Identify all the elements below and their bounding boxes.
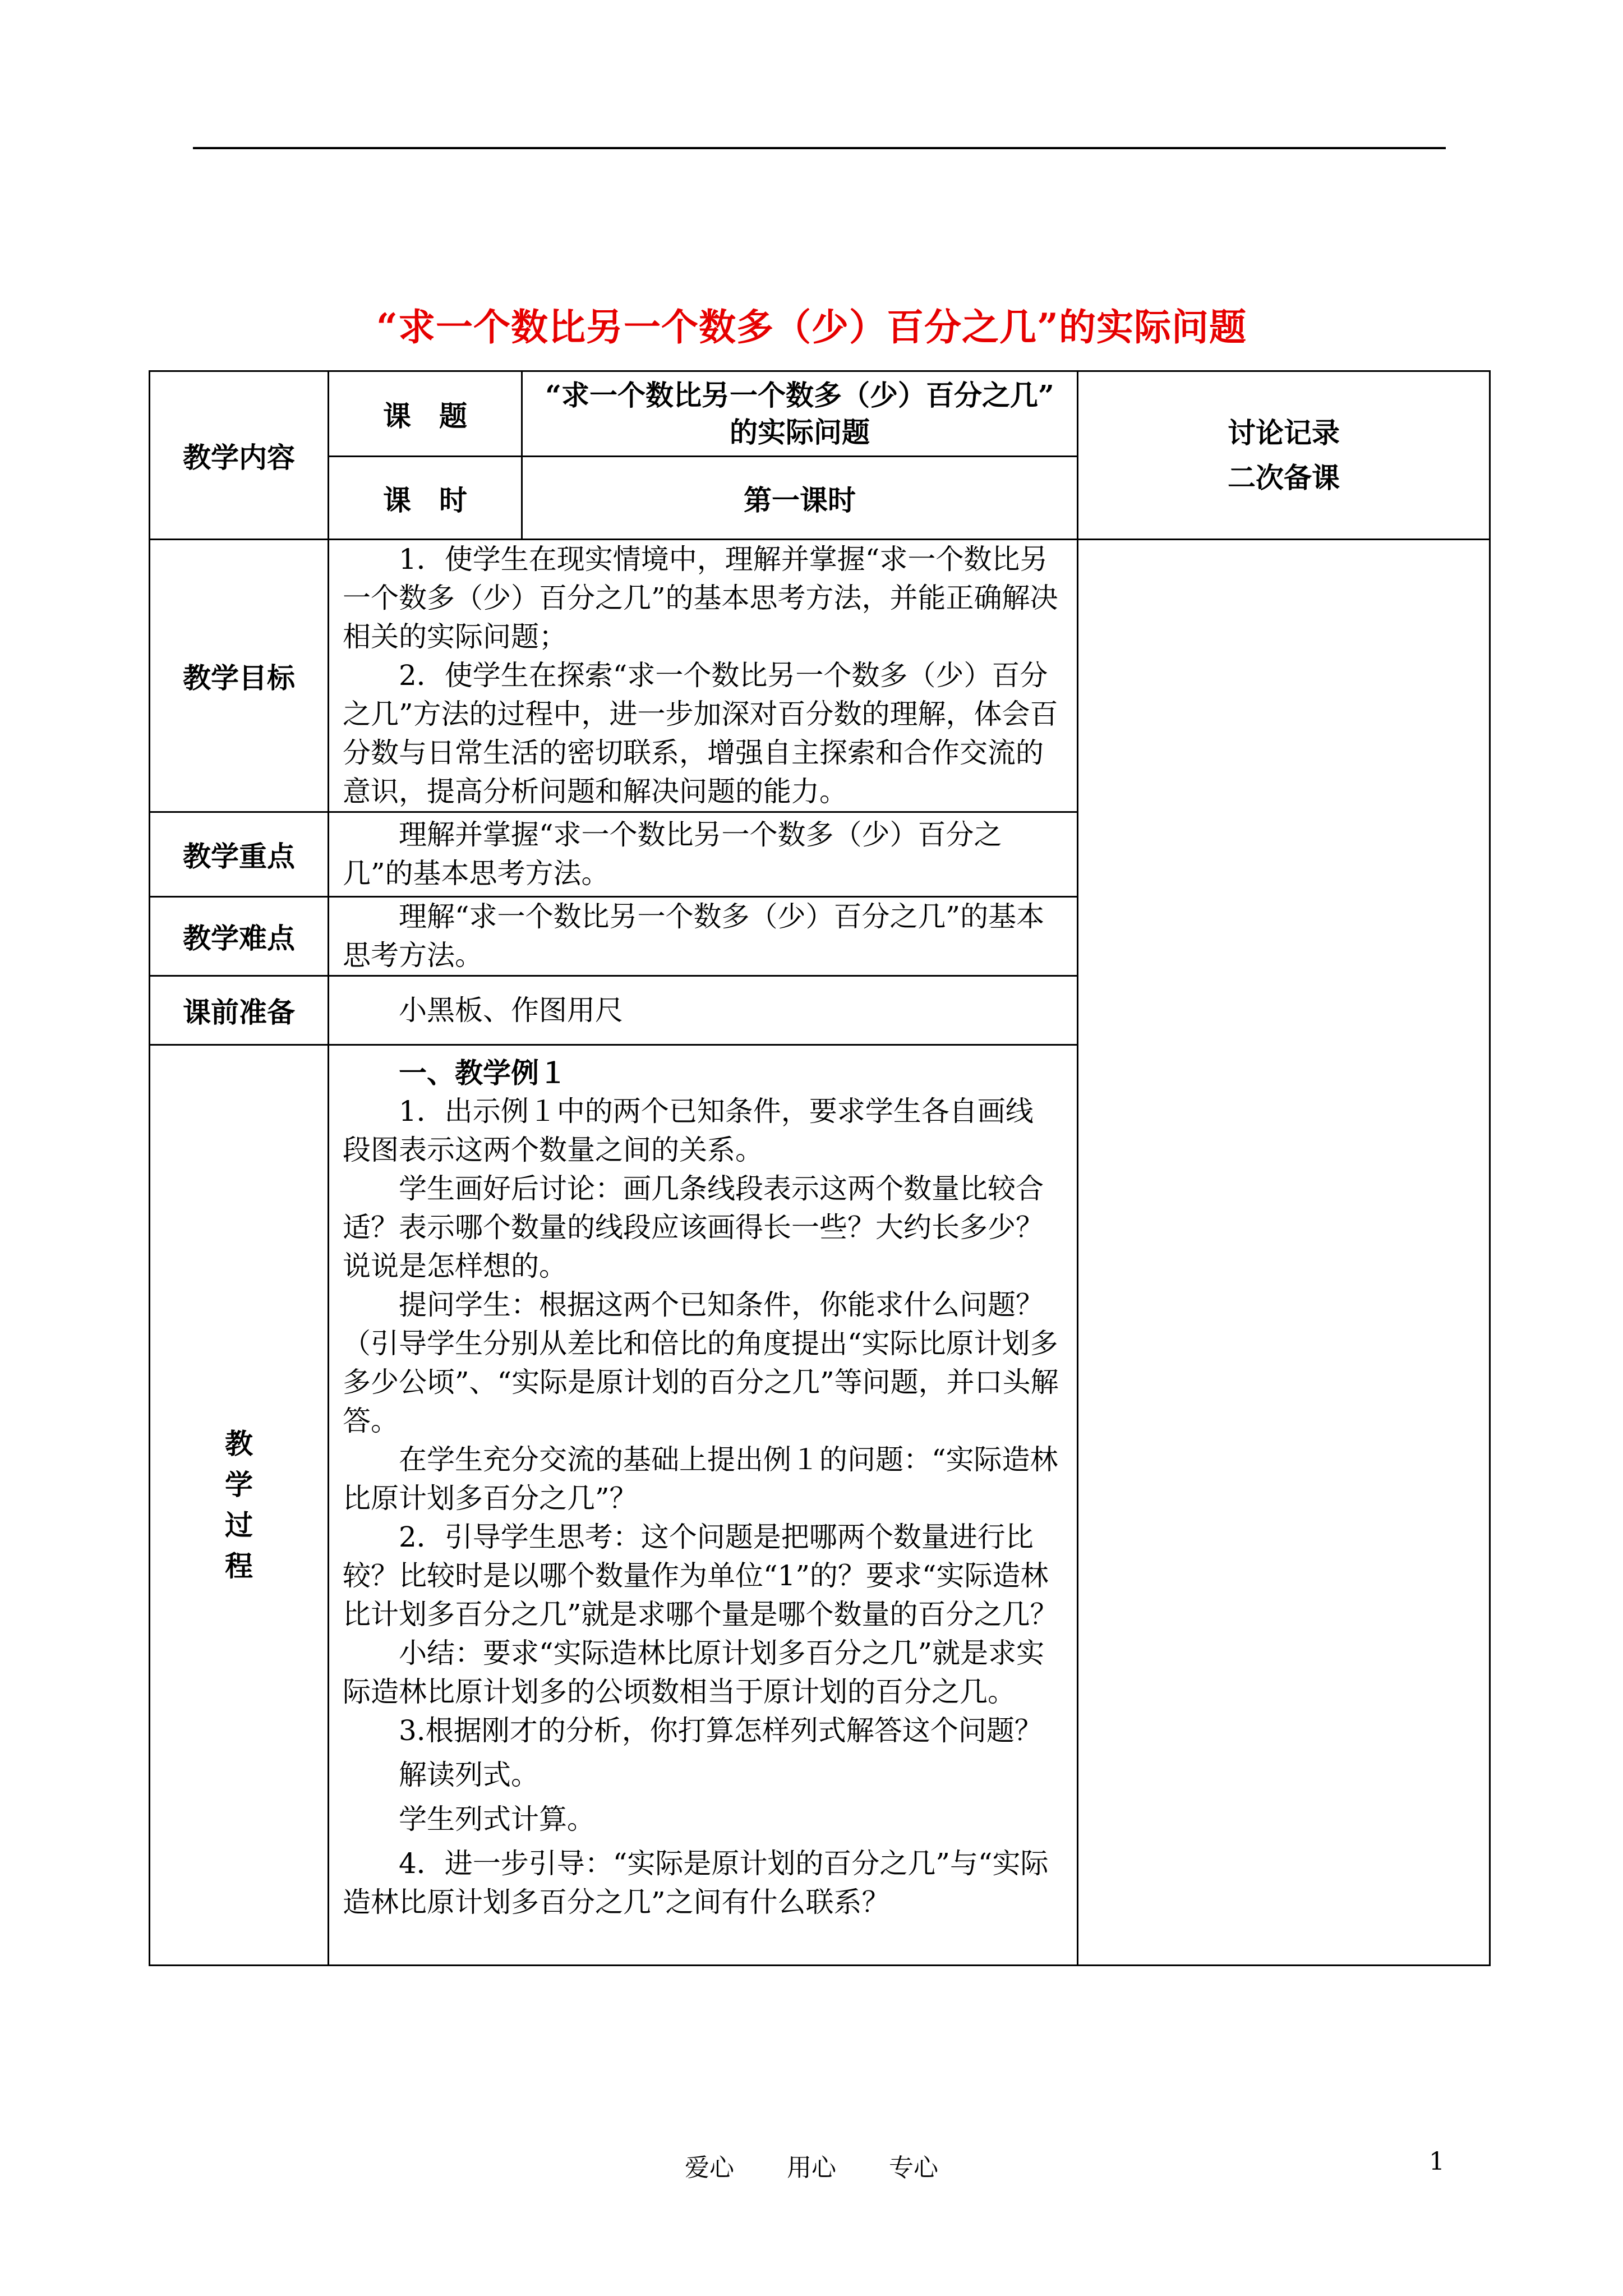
difficulties-content xyxy=(329,897,1078,976)
process-label-char: 过 xyxy=(225,1508,253,1542)
process-label-char: 程 xyxy=(225,1549,253,1582)
notes-column xyxy=(1078,540,1490,1966)
lesson-plan-table xyxy=(149,370,1491,1966)
process-label xyxy=(150,1045,329,1966)
objectives-label: 教学目标 xyxy=(150,540,329,812)
topic-value-line-2: 的实际问题 xyxy=(730,415,870,449)
process-content xyxy=(329,1045,1078,1966)
process-heading: 一、教学例１ xyxy=(399,1056,567,1089)
process-paragraph: 学生画好后讨论：画几条线段表示这两个数量比较合适？表示哪个数量的线段应该画得长一些？大约长多少？说说是怎样想的。 xyxy=(343,1172,1044,1282)
preparation-text: 小黑板、作图用尺 xyxy=(399,993,623,1027)
difficulties-label: 教学难点 xyxy=(150,897,329,976)
process-paragraph: 3.根据刚才的分析，你打算怎样列式解答这个问题？ xyxy=(399,1714,1043,1747)
footer-item: 用心 xyxy=(787,2154,836,2182)
footer-item: 专心 xyxy=(889,2154,938,2182)
document-title: “求一个数比另一个数多（少）百分之几”的实际问题 xyxy=(376,305,1247,349)
objectives-content xyxy=(329,540,1078,812)
process-paragraph: 4．进一步引导：“实际是原计划的百分之几”与“实际造林比原计划多百分之几”之间有什么联系？ xyxy=(343,1847,1049,1918)
discussion-record-label: 讨论记录 xyxy=(1228,416,1340,449)
process-paragraph: 学生列式计算。 xyxy=(399,1803,595,1835)
key-points-content xyxy=(329,812,1078,897)
objective-item: 2．使学生在探索“求一个数比另一个数多（少）百分之几”方法的过程中，进一步加深对百分数的理解，体会百分数与日常生活的密切联系，增强自主探索和合作交流的意识，提高分析问题和解决问题的能力。 xyxy=(343,659,1058,808)
process-paragraph: 提问学生：根据这两个已知条件，你能求什么问题？（引导学生分别从差比和倍比的角度提出“实际比原计划多多少公顷”、“实际是原计划的百分之几”等问题，并口头解答。 xyxy=(343,1289,1059,1437)
key-points-label: 教学重点 xyxy=(150,812,329,897)
period-label: 课 时 xyxy=(329,457,522,540)
topic-value xyxy=(522,371,1078,457)
preparation-label: 课前准备 xyxy=(150,976,329,1045)
page-number: 1 xyxy=(1429,2147,1445,2176)
second-prep-label: 二次备课 xyxy=(1228,461,1340,494)
preparation-content xyxy=(329,976,1078,1045)
objective-item: 1．使学生在现实情境中，理解并掌握“求一个数比另一个数多（少）百分之几”的基本思考方法，并能正确解决相关的实际问题； xyxy=(343,543,1058,653)
process-paragraph: 1．出示例１中的两个已知条件，要求学生各自画线段图表示这两个数量之间的关系。 xyxy=(343,1095,1034,1166)
process-paragraph: 解读列式。 xyxy=(399,1759,539,1791)
difficulties-text: 理解“求一个数比另一个数多（少）百分之几”的基本思考方法。 xyxy=(343,900,1045,972)
topic-value-line-1: “求一个数比另一个数多（少）百分之几” xyxy=(545,378,1054,412)
process-paragraph: 2．引导学生思考：这个问题是把哪两个数量进行比较？比较时是以哪个数量作为单位“1”的？要求“实际造林比计划多百分之几”就是求哪个量是哪个数量的百分之几？ xyxy=(343,1521,1058,1631)
key-points-text: 理解并掌握“求一个数比另一个数多（少）百分之几”的基本思考方法。 xyxy=(343,818,1002,890)
process-label-char: 学 xyxy=(225,1467,253,1501)
process-label-char: 教 xyxy=(225,1427,253,1460)
header-rule xyxy=(193,147,1446,149)
process-paragraph: 在学生充分交流的基础上提出例１的问题：“实际造林比原计划多百分之几”？ xyxy=(343,1443,1058,1515)
discussion-record-cell xyxy=(1078,371,1490,540)
topic-label: 课 题 xyxy=(329,371,522,457)
period-value: 第一课时 xyxy=(522,457,1078,540)
page-footer xyxy=(0,2147,1623,2183)
teaching-content-label: 教学内容 xyxy=(150,371,329,540)
footer-item: 爱心 xyxy=(685,2154,734,2182)
process-paragraph: 小结：要求“实际造林比原计划多百分之几”就是求实际造林比原计划多的公顷数相当于原计划的百分之几。 xyxy=(343,1637,1045,1708)
